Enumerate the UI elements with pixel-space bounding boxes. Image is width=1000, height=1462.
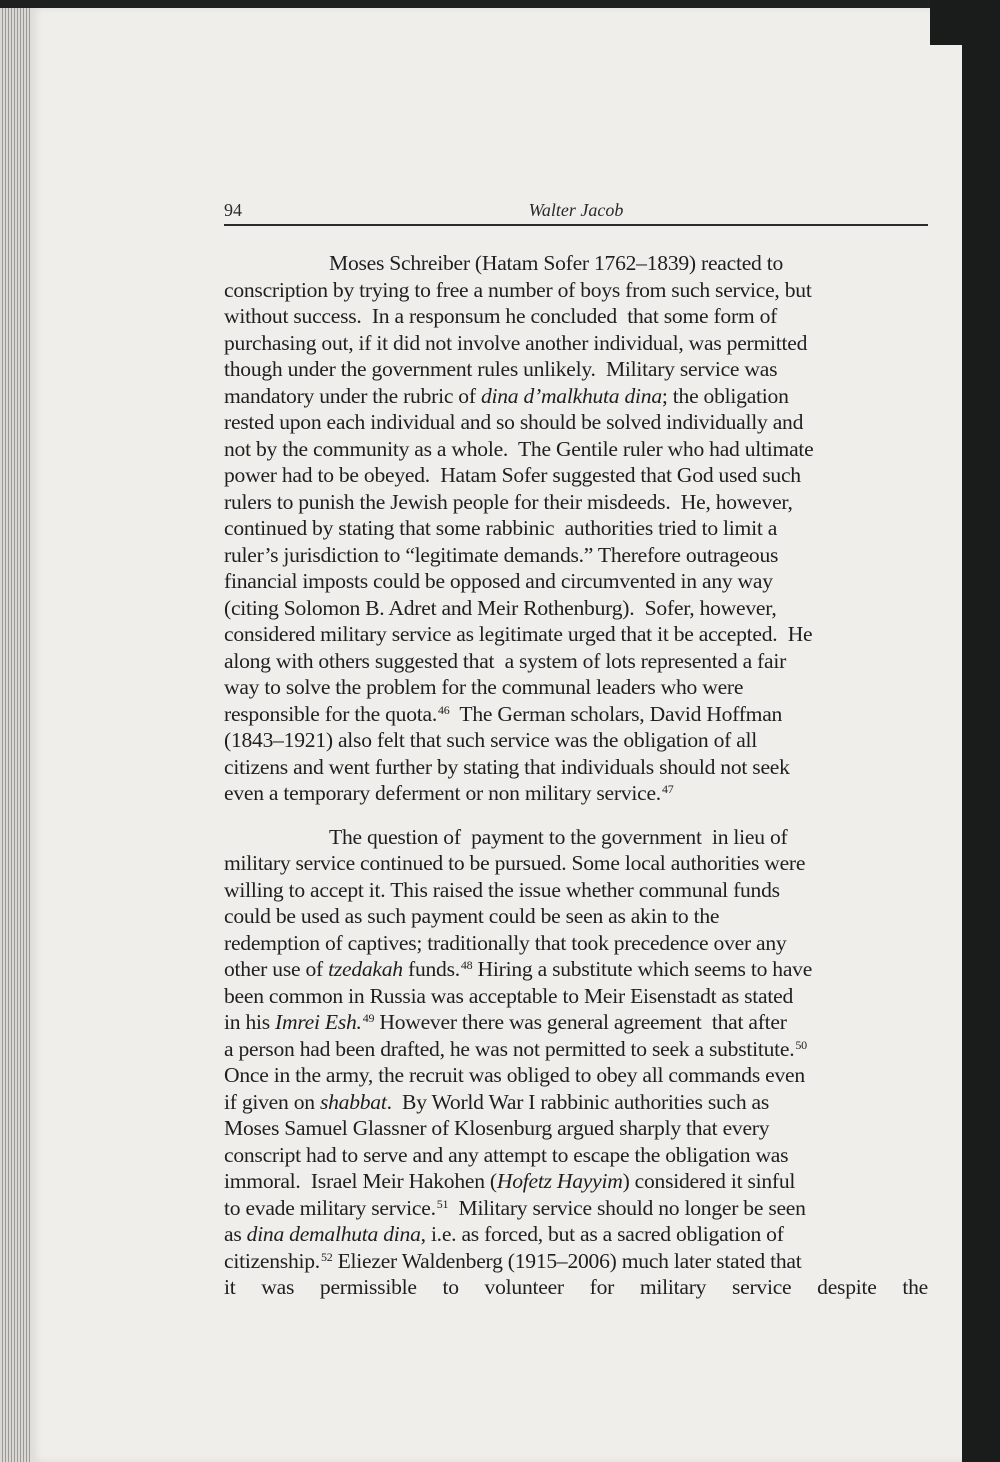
text-run: continued by stating that some rabbinic authorities tried to limit a	[224, 516, 778, 540]
text-line	[224, 1115, 928, 1142]
footnote-ref: 48	[460, 958, 473, 972]
text-line	[224, 648, 928, 675]
text-run: However there was general agreement that after	[374, 1010, 787, 1034]
text-line	[224, 983, 928, 1010]
text-run: as	[224, 1222, 247, 1246]
text-line	[224, 780, 928, 807]
text-run: conscription by trying to free a number of boys from such service, but	[224, 277, 812, 302]
text-line	[224, 356, 928, 383]
italic-term: Imrei Esh.	[275, 1010, 362, 1034]
text-line	[224, 1142, 928, 1169]
paragraph	[224, 250, 928, 807]
text-run: citizens and went further by stating that individuals should not seek	[224, 754, 790, 779]
text-run: redemption of captives; traditionally that took precedence over any	[224, 930, 787, 955]
text-run: rulers to punish the Jewish people for their misdeeds. He, however,	[224, 489, 793, 514]
text-line	[224, 754, 928, 781]
text-run: (citing Solomon B. Adret and Meir Rothenburg). Sofer, however,	[224, 595, 777, 620]
italic-term: tzedakah	[328, 957, 403, 981]
text-line	[224, 515, 928, 542]
text-run: a person had been drafted, he was not permitted to seek a substitute.	[224, 1036, 795, 1061]
italic-term: shabbat	[319, 1089, 387, 1114]
text-line	[224, 903, 928, 930]
text-run: rested upon each individual and so should be solved individually and	[224, 410, 804, 434]
italic-term: Hofetz Hayyim	[496, 1169, 623, 1193]
text-run: The German scholars, David Hoffman	[449, 701, 783, 726]
text-run: mandatory under the rubric of	[224, 383, 481, 408]
text-run: Moses Schreiber (Hatam Sofer 1762–1839) reacted to	[329, 251, 784, 275]
text-line	[224, 277, 928, 304]
text-run: military service continued to be pursued. Some local authorities were	[224, 851, 806, 875]
text-run: power had to be obeyed. Hatam Sofer suggested that God used such	[224, 463, 801, 487]
text-run: (1843–1921) also felt that such service was the obligation of all	[224, 728, 758, 752]
text-line	[224, 1036, 928, 1063]
text-run: considered military service as legitimate urged that it be accepted. He	[224, 622, 813, 646]
text-line	[224, 727, 928, 754]
text-line	[224, 383, 928, 410]
text-run: Once in the army, the recruit was obliged to obey all commands even	[224, 1063, 805, 1087]
text-run: , i.e. as forced, but as a sacred obligation of	[420, 1222, 784, 1246]
text-line	[224, 674, 928, 701]
body-text	[224, 250, 928, 1301]
text-line	[224, 595, 928, 622]
scan-background	[962, 0, 1000, 1462]
text-run: The question of payment to the government in lieu of	[329, 824, 788, 849]
text-line	[224, 956, 928, 983]
italic-term: dina d’malkhuta dina	[480, 383, 662, 408]
text-line	[224, 462, 928, 489]
header-rule	[224, 224, 928, 226]
text-run: ruler’s jurisdiction to “legitimate demands.” Therefore outrageous	[224, 542, 779, 567]
text-run: to evade military service.	[224, 1195, 436, 1220]
footnote-ref: 46	[437, 702, 450, 717]
text-run: not by the community as a whole. The Gentile ruler who had ultimate	[224, 436, 814, 461]
text-line	[224, 1062, 928, 1089]
text-run: could be used as such payment could be seen as akin to the	[224, 904, 720, 928]
running-head: Walter Jacob	[528, 200, 624, 220]
text-line	[224, 436, 928, 463]
italic-term: dina demalhuta dina	[246, 1222, 421, 1246]
text-run: in his	[224, 1010, 276, 1034]
text-line	[224, 1221, 928, 1248]
footnote-ref: 51	[436, 1196, 449, 1211]
footnote-ref: 52	[320, 1249, 333, 1264]
text-run: Eliezer Waldenberg (1915–2006) much later stated that	[332, 1248, 802, 1273]
text-run: way to solve the problem for the communal leaders who were	[224, 675, 744, 699]
text-run: been common in Russia was acceptable to Meir Eisenstadt as stated	[224, 983, 794, 1008]
text-line	[224, 1248, 928, 1275]
text-run: . By World War I rabbinic authorities such as	[386, 1089, 770, 1114]
text-line	[224, 1274, 928, 1301]
text-run: Military service should no longer be seen	[448, 1195, 806, 1220]
scan-background-corner	[930, 0, 1000, 45]
text-line	[224, 850, 928, 877]
text-run: though under the government rules unlikely. Military service was	[224, 357, 778, 381]
text-line	[224, 489, 928, 516]
text-run: financial imposts could be opposed and circumvented in any way	[224, 569, 773, 593]
text-line	[224, 1089, 928, 1116]
text-run: purchasing out, if it did not involve another individual, was permitted	[224, 330, 808, 355]
footnote-ref: 49	[362, 1011, 375, 1025]
paragraph	[224, 824, 928, 1301]
text-run: without success. In a responsum he concluded that some form of	[224, 304, 778, 328]
text-line	[224, 409, 928, 436]
text-line	[224, 930, 928, 957]
footnote-ref: 50	[795, 1037, 807, 1052]
text-line	[224, 877, 928, 904]
text-run: if given on	[224, 1089, 320, 1114]
text-run: conscript had to serve and any attempt to escape the obligation was	[224, 1142, 789, 1167]
text-run: ) considered it sinful	[622, 1169, 796, 1193]
page-number: 94	[224, 200, 242, 220]
text-line	[224, 568, 928, 595]
text-run: immoral. Israel Meir Hakohen (	[224, 1169, 497, 1193]
text-line	[224, 303, 928, 330]
text-line	[224, 701, 928, 728]
text-line	[224, 621, 928, 648]
text-run: other use of	[224, 957, 329, 981]
page-header	[224, 200, 928, 226]
text-line	[224, 1009, 928, 1036]
text-line	[224, 824, 928, 851]
text-run: funds.	[402, 957, 460, 981]
text-line	[224, 1168, 928, 1195]
text-line	[224, 542, 928, 569]
text-run: it was permissible to volunteer for military service despite the	[224, 1275, 928, 1299]
text-run: even a temporary deferment or non military service.	[224, 781, 661, 805]
text-run: responsible for the quota.	[224, 701, 437, 726]
text-run: ; the obligation	[661, 383, 789, 408]
text-run: Hiring a substitute which seems to have	[472, 957, 813, 981]
text-line	[224, 330, 928, 357]
text-run: citizenship.	[224, 1248, 320, 1273]
text-run: willing to accept it. This raised the issue whether communal funds	[224, 877, 780, 902]
text-line	[224, 1195, 928, 1222]
footnote-ref: 47	[661, 782, 674, 796]
text-run: Moses Samuel Glassner of Klosenburg argued sharply that every	[224, 1116, 770, 1140]
text-run: along with others suggested that a system of lots represented a fair	[224, 648, 787, 673]
text-line	[224, 250, 928, 277]
